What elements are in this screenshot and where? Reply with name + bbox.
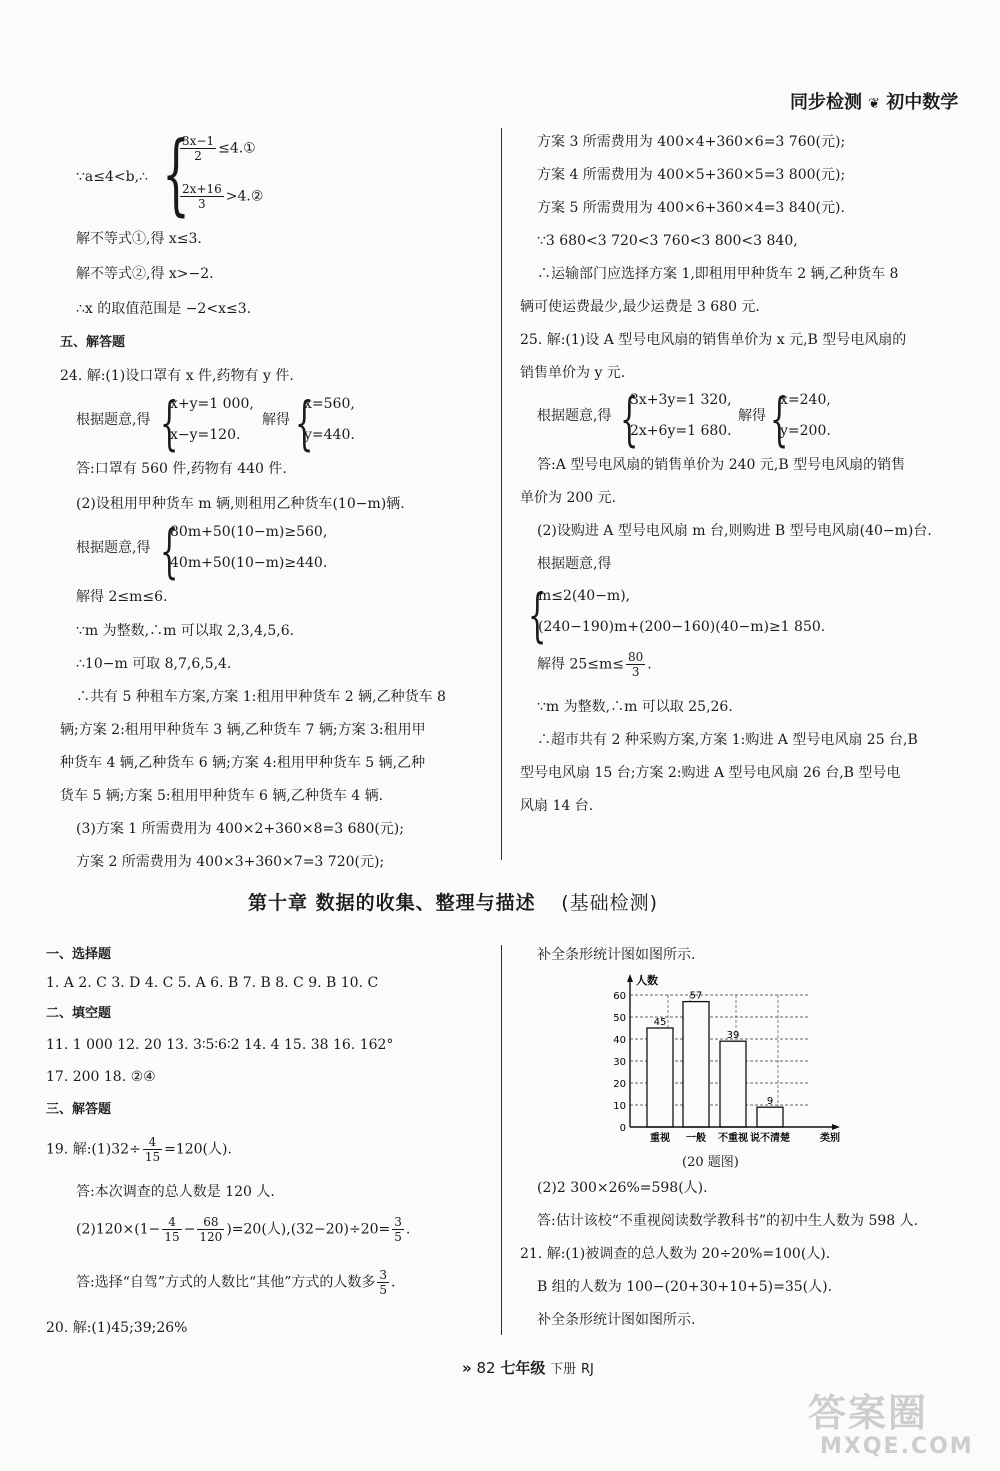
text-line: B 组的人数为 100−(20+30+10+5)=35(人).: [537, 1279, 833, 1295]
y-tick-label: 50: [613, 1013, 626, 1024]
frac-num: 4: [143, 1135, 162, 1150]
y-axis-arrow: [627, 974, 633, 982]
q24-solve-label: 解得: [262, 412, 290, 428]
leaf-icon: ❦: [868, 96, 881, 112]
frac-num: 3: [394, 1215, 402, 1229]
text-line: ∵m 为整数,∴m 可以取 2,3,4,5,6.: [76, 623, 295, 639]
text-line: 方案 2 所需费用为 400×3+360×7=3 720(元);: [76, 854, 385, 870]
page-footer: [462, 1357, 594, 1378]
text-line: (3)方案 1 所需费用为 400×2+360×8=3 680(元);: [76, 821, 404, 837]
y-axis-label: 人数: [636, 974, 658, 987]
text-line: 单价为 200 元.: [520, 490, 617, 506]
ineq-tail: ≤4.①: [218, 140, 256, 157]
text-line: 方案 4 所需费用为 400×5+360×5=3 800(元);: [537, 167, 846, 183]
x-category-label: 不重视: [718, 1133, 748, 1144]
brace: {: [770, 385, 789, 453]
x-axis-arrow: [832, 1124, 840, 1130]
watermark-url-text: MXQE.COM: [820, 1434, 974, 1459]
q24-sys-b: x−y=120.: [170, 427, 241, 443]
page-number: 82: [476, 1359, 496, 1377]
brace: {: [160, 389, 179, 457]
text-line: 辆可使运费最少,最少运费是 3 680 元.: [520, 299, 760, 315]
chart-bars: [647, 1002, 783, 1127]
frac-num: 68: [197, 1215, 224, 1230]
q25-sol-b: y=200.: [780, 423, 831, 439]
text: 19. 解:(1)32÷: [46, 1141, 141, 1158]
x-category-label: 一般: [686, 1133, 706, 1144]
text-line: 答:本次调查的总人数是 120 人.: [76, 1184, 275, 1200]
double-chevron-icon: »: [462, 1359, 472, 1377]
text-line: (2)2 300×26%=598(人).: [537, 1180, 708, 1196]
q25-sys-b: 2x+6y=1 680.: [630, 423, 732, 439]
frac-den: 120: [199, 1230, 223, 1244]
section-heading: 三、解答题: [46, 1102, 112, 1117]
section-heading: 一、选择题: [46, 947, 112, 962]
q20-line: 20. 解:(1)45;39;26%: [46, 1320, 188, 1336]
q24-sol-a: x=560,: [304, 396, 355, 412]
text-line: 型号电风扇 15 台;方案 2:购进 A 型号电风扇 26 台,B 型号电: [520, 765, 901, 781]
q25-sol-a: x=240,: [780, 392, 831, 408]
chart-caption: (20 题图): [682, 1155, 739, 1170]
brace: {: [295, 389, 314, 457]
ineq-tail: >4.②: [225, 188, 264, 205]
column-divider-top: [501, 128, 502, 860]
frac-den: 2: [194, 149, 202, 163]
header-title-left: 同步检测: [790, 92, 862, 113]
watermark-url: [820, 1434, 974, 1459]
text: )=20(人),(32−20)÷20=: [226, 1221, 391, 1238]
q21-line: 21. 解:(1)被调查的总人数为 20÷20%=100(人).: [520, 1246, 831, 1262]
y-tick-label: 40: [613, 1035, 626, 1046]
chapter-title: [248, 888, 658, 915]
y-tick-label: 60: [613, 991, 626, 1002]
text-line: 货车 5 辆;方案 5:租用甲种货车 6 辆,乙种货车 4 辆.: [60, 788, 384, 804]
edition-label: RJ: [580, 1362, 594, 1377]
text: .: [647, 656, 652, 673]
x-category-label: 说不清楚: [750, 1133, 790, 1144]
text-line: 答:估计该校“不重视阅读数学教科书”的初中生人数为 598 人.: [537, 1213, 919, 1229]
answers-fill: 17. 200 18. ②④: [46, 1069, 156, 1085]
text-line: 种货车 4 辆,乙种货车 6 辆;方案 4:租用甲种货车 5 辆,乙种: [60, 755, 426, 771]
watermark-logo: [808, 1382, 928, 1437]
inequality-2: [178, 182, 263, 211]
q25-sys-label: 根据题意,得: [537, 408, 612, 424]
text: .: [405, 1221, 411, 1238]
grade-label: 七年级: [500, 1359, 546, 1377]
frac-num: 3: [379, 1268, 387, 1282]
frac-num: 80: [628, 650, 644, 664]
chapter-tag: (基础检测): [561, 892, 659, 914]
y-tick-label: 0: [619, 1123, 626, 1134]
system-prefix: ∵a≤4<b,∴: [76, 169, 148, 185]
frac-den: 15: [144, 1150, 161, 1164]
bar-chart: [598, 972, 848, 1152]
text-line: 辆;方案 2:租用甲种货车 3 辆,乙种货车 7 辆;方案 3:租用甲: [60, 722, 426, 738]
q19-line: [46, 1135, 232, 1164]
column-divider-bottom: [501, 945, 502, 1335]
q24-line: 24. 解:(1)设口罩有 x 件,药物有 y 件.: [60, 368, 294, 384]
inequality-1: [178, 134, 256, 163]
bar-一般: [683, 1002, 709, 1127]
q25-sys2-a: m≤2(40−m),: [538, 588, 631, 604]
text-line: 解得 2≤m≤6.: [76, 589, 168, 605]
y-tick-label: 10: [613, 1101, 626, 1112]
text-line: ∴超市共有 2 种采购方案,方案 1:购进 A 型号电风扇 25 台,B: [537, 732, 918, 748]
q24-sys2-a: 80m+50(10−m)≥560,: [170, 524, 328, 540]
text-line: 补全条形统计图如图所示.: [537, 947, 696, 963]
frac-den: 3: [631, 665, 640, 679]
answers-fill: 11. 1 000 12. 20 13. 3∶5∶6∶2 14. 4 15. 38 16. 162°: [46, 1037, 394, 1053]
header-title-right: 初中数学: [886, 92, 959, 113]
q24-sys-label: 根据题意,得: [76, 412, 151, 428]
text: 答:选择“自驾”方式的人数比“其他”方式的人数多: [76, 1274, 376, 1291]
bar-value-label: 45: [653, 1017, 667, 1028]
q24-answer: 答:口罩有 560 件,药物有 440 件.: [76, 461, 287, 477]
text-line: ∴运输部门应选择方案 1,即租用甲种货车 2 辆,乙种货车 8: [537, 266, 899, 282]
q24-sol-b: y=440.: [304, 427, 355, 443]
answers-choice: 1. A 2. C 3. D 4. C 5. A 6. B 7. B 8. C 9. B 10. C: [46, 975, 379, 991]
frac-num: 3x−1: [182, 134, 215, 148]
q25-sys-a: 3x+3y=1 320,: [630, 392, 732, 408]
text-line: 风扇 14 台.: [520, 798, 594, 814]
text: 解得 25≤m≤: [537, 656, 625, 673]
text-line: 答:A 型号电风扇的销售单价为 240 元,B 型号电风扇的销售: [537, 457, 906, 473]
watermark-text: 答案圈: [808, 1391, 929, 1435]
text: −: [183, 1221, 196, 1238]
q24-part2: (2)设租用甲种货车 m 辆,则租用乙种货车(10−m)辆.: [76, 496, 405, 512]
header-title: [790, 88, 958, 114]
text-line: ∵m 为整数,∴m 可以取 25,26.: [537, 699, 733, 715]
bar-value-label: 57: [689, 990, 703, 1002]
text-line: ∴x 的取值范围是 −2<x≤3.: [76, 301, 252, 317]
q19-part2: [76, 1215, 410, 1244]
q25-solve-label: 解得: [738, 408, 766, 424]
text-line: 解不等式①,得 x≤3.: [76, 231, 202, 247]
q24-sys-a: x+y=1 000,: [170, 396, 254, 412]
frac-den: 15: [164, 1230, 180, 1244]
q25-line: 销售单价为 y 元.: [520, 365, 626, 381]
chapter-title-text: 第十章 数据的收集、整理与描述: [248, 892, 536, 914]
frac-den: 3: [198, 197, 206, 211]
section-heading: 二、填空题: [46, 1006, 112, 1021]
q24-sys2-label: 根据题意,得: [76, 540, 151, 556]
text: .: [391, 1274, 396, 1291]
text-line: 方案 5 所需费用为 400×6+360×4=3 840(元).: [537, 200, 845, 216]
brace: {: [162, 122, 190, 225]
text-line: ∴共有 5 种租车方案,方案 1:租用甲种货车 2 辆,乙种货车 8: [76, 689, 446, 705]
text-line: 根据题意,得: [537, 556, 612, 572]
bar-重视: [647, 1028, 673, 1127]
text-line: 解不等式②,得 x>−2.: [76, 266, 214, 282]
bar-不重视: [720, 1041, 746, 1127]
brace: {: [620, 385, 639, 453]
bar-说不清楚: [757, 1107, 783, 1127]
q25-sys2-b: (240−190)m+(200−160)(40−m)≥1 850.: [538, 619, 826, 635]
q19-answer2: [76, 1268, 395, 1297]
q25-line: 25. 解:(1)设 A 型号电风扇的销售单价为 x 元,B 型号电风扇的: [520, 332, 907, 348]
frac-den: 5: [379, 1283, 387, 1297]
y-tick-label: 20: [613, 1079, 626, 1090]
frac-num: 4: [162, 1215, 181, 1230]
frac-den: 5: [394, 1230, 402, 1244]
x-axis-label: 类别: [820, 1133, 840, 1144]
text-line: 补全条形统计图如图所示.: [537, 1312, 696, 1328]
bar-value-label: 9: [766, 1096, 774, 1108]
section-heading: 五、解答题: [60, 335, 126, 350]
text: (2)120×(1−: [76, 1221, 161, 1238]
text-line: 方案 3 所需费用为 400×4+360×6=3 760(元);: [537, 134, 846, 150]
text-line: ∴10−m 可取 8,7,6,5,4.: [76, 656, 232, 672]
bar-value-label: 39: [726, 1030, 740, 1042]
y-tick-label: 30: [613, 1057, 626, 1068]
text-line: ∵3 680<3 720<3 760<3 800<3 840,: [537, 233, 798, 249]
brace: {: [528, 581, 547, 649]
x-category-label: 重视: [650, 1133, 670, 1144]
volume-label: 下册: [550, 1362, 577, 1377]
q24-sys2-b: 40m+50(10−m)≥440.: [170, 555, 328, 571]
text: =120(人).: [164, 1141, 232, 1158]
brace: {: [160, 517, 179, 585]
text-line: (2)设购进 A 型号电风扇 m 台,则购进 B 型号电风扇(40−m)台.: [537, 523, 932, 539]
frac-num: 2x+16: [182, 182, 222, 196]
q25-result-line: [537, 650, 652, 679]
